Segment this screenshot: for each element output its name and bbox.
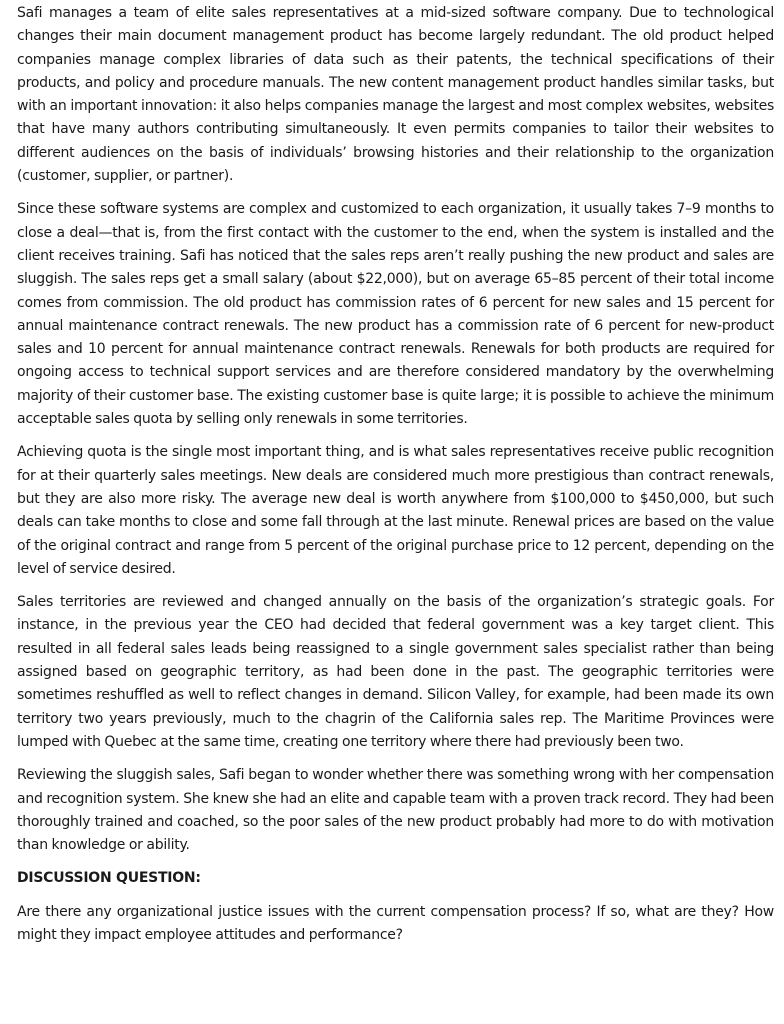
paragraph-intro: Safi manages a team of elite sales representatives at a mid-sized software company. Due to technological changes their main document management product has become largely redundant. The old product helped companies manage complex libraries of data such as their patents, the technical specifications of their products, and policy and procedure manuals. The new content management product handles similar tasks, but with an important innovation: it also helps companies manage the largest and most complex websites, websites that have many authors contributing simultaneously. It even permits companies to tailor their websites to different audiences on the basis of individuals’ browsing histories and their relationship to the organization (customer, supplier, or partner). <box>17 5 774 185</box>
paragraph-quota: Achieving quota is the single most important thing, and is what sales representatives receive public recognition for at their quarterly sales meetings. New deals are considered much more prestigious than contract renewals, but they are also more risky. The average new deal is worth anywhere from $100,000 to $450,000, but such deals can take months to close and some fall through at the last minute. Renewal prices are based on the value of the original contract and range from 5 percent of the original purchase price to 12 percent, depending on the level of service desired. <box>17 444 774 577</box>
paragraph-review: Reviewing the sluggish sales, Safi began to wonder whether there was something wrong with her compensation and recognition system. She knew she had an elite and capable team with a proven track record. They had been thoroughly trained and coached, so the poor sales of the new product probably had more to do with motivation than knowledge or ability. <box>17 767 774 854</box>
paragraph-sales-cycle: Since these software systems are complex and customized to each organization, it usually takes 7–9 months to close a deal—that is, from the first contact with the customer to the end, when the system is installed and the client receives training. Safi has noticed that the sales reps aren’t really pushing the new product and sales are sluggish. The sales reps get a small salary (about $22,000), but on average 65–85 percent of their total income comes from commission. The old product has commission rates of 6 percent for new sales and 15 percent for annual maintenance contract renewals. The new product has a commission rate of 6 percent for new-product sales and 10 percent for annual maintenance contract renewals. Renewals for both products are required for ongoing access to technical support services and are therefore considered mandatory by the overwhelming majority of their customer base. The existing customer base is quite large; it is possible to achieve the minimum acceptable sales quota by selling only renewals in some territories. <box>17 201 774 428</box>
discussion-question: Are there any organizational justice issues with the current compensation process? If so, what are they? How might they impact employee attitudes and performance? <box>17 903 774 943</box>
discussion-heading: DISCUSSION QUESTION: <box>17 870 201 887</box>
paragraph-territories: Sales territories are reviewed and changed annually on the basis of the organization’s strategic goals. For instance, in the previous year the CEO had decided that federal government was a key target client. This resulted in all federal sales leads being reassigned to a single government sales specialist rather than being assigned based on geographic territory, as had been done in the past. The geographic territories were sometimes reshuffled as well to reflect changes in demand. Silicon Valley, for example, had been made its own territory two years previously, much to the chagrin of the California sales rep. The Maritime Provinces were lumped with Quebec at the same time, creating one territory where there had previously been two. <box>17 594 774 750</box>
